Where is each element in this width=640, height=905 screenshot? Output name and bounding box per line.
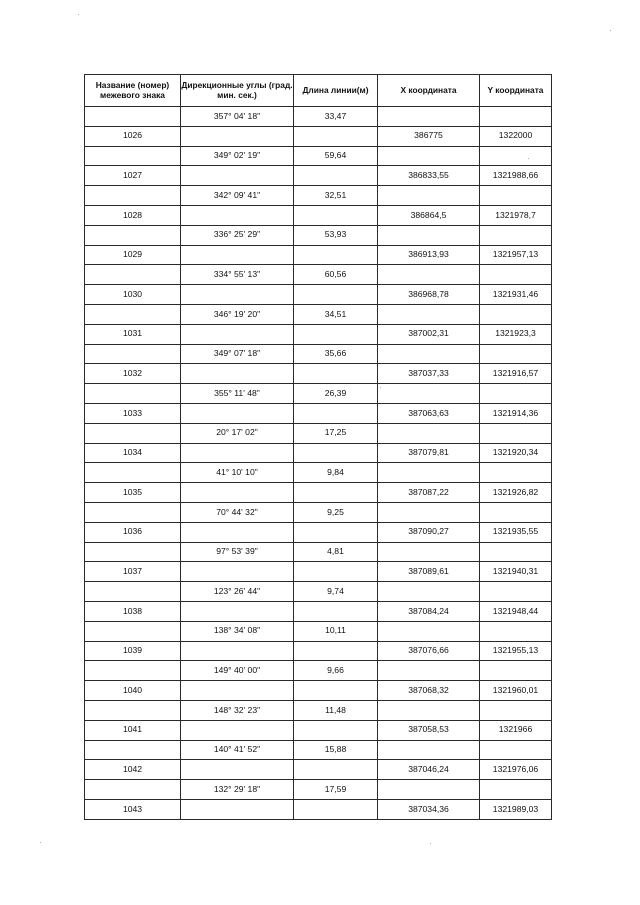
line-length-cell: 59,64 — [294, 146, 378, 166]
x-coordinate-cell — [378, 304, 480, 324]
y-coordinate-cell: 1321916,57 — [480, 364, 552, 384]
direction-angle-cell: 349° 02' 19" — [181, 146, 294, 166]
direction-angle-cell — [181, 403, 294, 423]
y-coordinate-cell: 1321988,66 — [480, 166, 552, 186]
point-name-cell — [85, 582, 181, 602]
point-name-cell: 1028 — [85, 205, 181, 225]
point-name-cell: 1027 — [85, 166, 181, 186]
direction-angle-cell: 148° 32' 23" — [181, 700, 294, 720]
line-length-cell: 10,11 — [294, 621, 378, 641]
point-name-cell — [85, 304, 181, 324]
table-row — [85, 780, 552, 800]
point-name-cell: 1040 — [85, 681, 181, 701]
table-row — [85, 344, 552, 364]
y-coordinate-cell — [480, 582, 552, 602]
table-row — [85, 384, 552, 404]
table-row — [85, 582, 552, 602]
table-row — [85, 245, 552, 265]
line-length-cell — [294, 601, 378, 621]
x-coordinate-cell — [378, 463, 480, 483]
line-length-cell — [294, 245, 378, 265]
point-name-cell: 1033 — [85, 403, 181, 423]
line-length-cell — [294, 364, 378, 384]
x-coordinate-cell: 387087,22 — [378, 483, 480, 503]
line-length-cell: 15,88 — [294, 740, 378, 760]
table-row — [85, 126, 552, 146]
direction-angle-cell: 70° 44' 32" — [181, 502, 294, 522]
line-length-cell — [294, 126, 378, 146]
direction-angle-cell: 149° 40' 00" — [181, 661, 294, 681]
point-name-cell: 1029 — [85, 245, 181, 265]
point-name-cell: 1039 — [85, 641, 181, 661]
direction-angle-cell: 334° 55' 13" — [181, 265, 294, 285]
y-coordinate-cell: 1321976,06 — [480, 760, 552, 780]
point-name-cell: 1032 — [85, 364, 181, 384]
point-name-cell: 1034 — [85, 443, 181, 463]
table-row — [85, 403, 552, 423]
point-name-cell — [85, 384, 181, 404]
point-name-cell: 1038 — [85, 601, 181, 621]
point-name-cell — [85, 423, 181, 443]
direction-angle-cell: 132° 29' 18" — [181, 780, 294, 800]
direction-angle-cell: 140° 41' 52" — [181, 740, 294, 760]
line-length-cell: 34,51 — [294, 304, 378, 324]
point-name-cell — [85, 740, 181, 760]
line-length-cell: 11,48 — [294, 700, 378, 720]
header-line-length: Длина линии(м) — [294, 75, 378, 107]
x-coordinate-cell: 387079,81 — [378, 443, 480, 463]
point-name-cell: 1031 — [85, 324, 181, 344]
table-row — [85, 720, 552, 740]
line-length-cell — [294, 681, 378, 701]
x-coordinate-cell: 387002,31 — [378, 324, 480, 344]
point-name-cell — [85, 186, 181, 206]
direction-angle-cell — [181, 562, 294, 582]
point-name-cell: 1037 — [85, 562, 181, 582]
point-name-cell — [85, 344, 181, 364]
table-row — [85, 166, 552, 186]
y-coordinate-cell: 1321923,3 — [480, 324, 552, 344]
table-row — [85, 463, 552, 483]
x-coordinate-cell: 387068,32 — [378, 681, 480, 701]
table-row — [85, 304, 552, 324]
line-length-cell: 32,51 — [294, 186, 378, 206]
line-length-cell: 9,25 — [294, 502, 378, 522]
y-coordinate-cell — [480, 384, 552, 404]
x-coordinate-cell — [378, 621, 480, 641]
x-coordinate-cell: 387084,24 — [378, 601, 480, 621]
line-length-cell — [294, 522, 378, 542]
x-coordinate-cell: 386913,93 — [378, 245, 480, 265]
line-length-cell — [294, 403, 378, 423]
x-coordinate-cell: 386864,5 — [378, 205, 480, 225]
direction-angle-cell — [181, 324, 294, 344]
table-row — [85, 423, 552, 443]
y-coordinate-cell — [480, 225, 552, 245]
line-length-cell: 9,74 — [294, 582, 378, 602]
direction-angle-cell — [181, 126, 294, 146]
direction-angle-cell — [181, 681, 294, 701]
direction-angle-cell — [181, 483, 294, 503]
line-length-cell — [294, 760, 378, 780]
scan-speck — [430, 843, 431, 844]
x-coordinate-cell — [378, 423, 480, 443]
y-coordinate-cell — [480, 502, 552, 522]
direction-angle-cell — [181, 443, 294, 463]
x-coordinate-cell — [378, 582, 480, 602]
x-coordinate-cell — [378, 661, 480, 681]
header-y-coordinate: Y координата — [480, 75, 552, 107]
y-coordinate-cell: 1321948,44 — [480, 601, 552, 621]
direction-angle-cell — [181, 522, 294, 542]
direction-angle-cell: 138° 34' 08" — [181, 621, 294, 641]
table-row — [85, 760, 552, 780]
table-row — [85, 205, 552, 225]
y-coordinate-cell — [480, 740, 552, 760]
coordinates-table — [84, 74, 552, 820]
y-coordinate-cell — [480, 146, 552, 166]
direction-angle-cell: 342° 09' 41" — [181, 186, 294, 206]
direction-angle-cell: 357° 04' 18" — [181, 107, 294, 127]
direction-angle-cell — [181, 245, 294, 265]
y-coordinate-cell: 1321960,01 — [480, 681, 552, 701]
x-coordinate-cell — [378, 740, 480, 760]
y-coordinate-cell — [480, 542, 552, 562]
line-length-cell: 60,56 — [294, 265, 378, 285]
line-length-cell: 26,39 — [294, 384, 378, 404]
point-name-cell — [85, 502, 181, 522]
y-coordinate-cell: 1321940,31 — [480, 562, 552, 582]
table-row — [85, 483, 552, 503]
line-length-cell: 33,47 — [294, 107, 378, 127]
point-name-cell: 1041 — [85, 720, 181, 740]
x-coordinate-cell — [378, 225, 480, 245]
direction-angle-cell: 97° 53' 39" — [181, 542, 294, 562]
direction-angle-cell — [181, 205, 294, 225]
y-coordinate-cell — [480, 661, 552, 681]
x-coordinate-cell: 387076,66 — [378, 641, 480, 661]
line-length-cell: 4,81 — [294, 542, 378, 562]
y-coordinate-cell: 1321966 — [480, 720, 552, 740]
table-row — [85, 285, 552, 305]
y-coordinate-cell: 1321955,13 — [480, 641, 552, 661]
point-name-cell: 1042 — [85, 760, 181, 780]
x-coordinate-cell: 386968,78 — [378, 285, 480, 305]
x-coordinate-cell: 386833,55 — [378, 166, 480, 186]
table-row — [85, 443, 552, 463]
direction-angle-cell: 41° 10' 10" — [181, 463, 294, 483]
y-coordinate-cell — [480, 700, 552, 720]
line-length-cell — [294, 285, 378, 305]
x-coordinate-cell: 386775 — [378, 126, 480, 146]
x-coordinate-cell: 387037,33 — [378, 364, 480, 384]
table-row — [85, 522, 552, 542]
y-coordinate-cell — [480, 265, 552, 285]
header-direction-angle: Дирекционные углы (град. мин. сек.) — [181, 75, 294, 107]
point-name-cell — [85, 621, 181, 641]
x-coordinate-cell: 387090,27 — [378, 522, 480, 542]
line-length-cell: 35,66 — [294, 344, 378, 364]
line-length-cell: 17,59 — [294, 780, 378, 800]
y-coordinate-cell — [480, 463, 552, 483]
line-length-cell — [294, 166, 378, 186]
x-coordinate-cell — [378, 344, 480, 364]
table-row — [85, 542, 552, 562]
y-coordinate-cell — [480, 107, 552, 127]
direction-angle-cell — [181, 364, 294, 384]
y-coordinate-cell: 1321978,7 — [480, 205, 552, 225]
x-coordinate-cell: 387063,63 — [378, 403, 480, 423]
line-length-cell — [294, 799, 378, 819]
point-name-cell — [85, 225, 181, 245]
point-name-cell — [85, 463, 181, 483]
y-coordinate-cell: 1321920,34 — [480, 443, 552, 463]
scan-speck — [78, 14, 79, 15]
header-row — [85, 75, 552, 107]
x-coordinate-cell — [378, 502, 480, 522]
direction-angle-cell — [181, 799, 294, 819]
table-row — [85, 601, 552, 621]
point-name-cell — [85, 107, 181, 127]
y-coordinate-cell: 1321931,46 — [480, 285, 552, 305]
direction-angle-cell: 123° 26' 44" — [181, 582, 294, 602]
table-row — [85, 146, 552, 166]
y-coordinate-cell — [480, 344, 552, 364]
direction-angle-cell: 346° 19' 20" — [181, 304, 294, 324]
point-name-cell — [85, 661, 181, 681]
table-row — [85, 225, 552, 245]
y-coordinate-cell — [480, 780, 552, 800]
point-name-cell — [85, 265, 181, 285]
line-length-cell: 17,25 — [294, 423, 378, 443]
table-row — [85, 324, 552, 344]
line-length-cell — [294, 443, 378, 463]
line-length-cell — [294, 562, 378, 582]
table-row — [85, 364, 552, 384]
x-coordinate-cell — [378, 186, 480, 206]
x-coordinate-cell — [378, 780, 480, 800]
y-coordinate-cell: 1321914,36 — [480, 403, 552, 423]
table-row — [85, 502, 552, 522]
point-name-cell: 1043 — [85, 799, 181, 819]
x-coordinate-cell — [378, 700, 480, 720]
direction-angle-cell: 336° 25' 29" — [181, 225, 294, 245]
x-coordinate-cell: 387089,61 — [378, 562, 480, 582]
point-name-cell: 1035 — [85, 483, 181, 503]
header-point-name: Название (номер) межевого знака — [85, 75, 181, 107]
scan-speck — [380, 387, 381, 388]
line-length-cell — [294, 324, 378, 344]
y-coordinate-cell: 1321957,13 — [480, 245, 552, 265]
line-length-cell: 53,93 — [294, 225, 378, 245]
y-coordinate-cell: 1321989,03 — [480, 799, 552, 819]
y-coordinate-cell: 1322000 — [480, 126, 552, 146]
direction-angle-cell — [181, 285, 294, 305]
line-length-cell: 9,66 — [294, 661, 378, 681]
table-header — [85, 75, 552, 107]
direction-angle-cell: 20° 17' 02" — [181, 423, 294, 443]
y-coordinate-cell: 1321926,82 — [480, 483, 552, 503]
point-name-cell: 1036 — [85, 522, 181, 542]
x-coordinate-cell: 387058,53 — [378, 720, 480, 740]
line-length-cell: 9,84 — [294, 463, 378, 483]
y-coordinate-cell — [480, 304, 552, 324]
table-row — [85, 740, 552, 760]
direction-angle-cell: 355° 11' 48" — [181, 384, 294, 404]
direction-angle-cell — [181, 601, 294, 621]
scan-speck — [528, 158, 529, 159]
scan-speck — [610, 30, 611, 31]
header-x-coordinate: X координата — [378, 75, 480, 107]
table-row — [85, 265, 552, 285]
table-row — [85, 107, 552, 127]
table-row — [85, 186, 552, 206]
x-coordinate-cell: 387034,36 — [378, 799, 480, 819]
scan-speck — [40, 842, 41, 843]
line-length-cell — [294, 641, 378, 661]
table-row — [85, 700, 552, 720]
x-coordinate-cell — [378, 542, 480, 562]
table-row — [85, 621, 552, 641]
x-coordinate-cell: 387046,24 — [378, 760, 480, 780]
y-coordinate-cell — [480, 423, 552, 443]
y-coordinate-cell — [480, 621, 552, 641]
direction-angle-cell — [181, 641, 294, 661]
line-length-cell — [294, 483, 378, 503]
x-coordinate-cell — [378, 384, 480, 404]
point-name-cell — [85, 700, 181, 720]
x-coordinate-cell — [378, 146, 480, 166]
y-coordinate-cell — [480, 186, 552, 206]
line-length-cell — [294, 720, 378, 740]
line-length-cell — [294, 205, 378, 225]
x-coordinate-cell — [378, 265, 480, 285]
direction-angle-cell — [181, 720, 294, 740]
point-name-cell — [85, 146, 181, 166]
table-row — [85, 681, 552, 701]
direction-angle-cell: 349° 07' 18" — [181, 344, 294, 364]
table-body — [85, 107, 552, 820]
point-name-cell: 1026 — [85, 126, 181, 146]
y-coordinate-cell: 1321935,55 — [480, 522, 552, 542]
table-row — [85, 641, 552, 661]
table-row — [85, 661, 552, 681]
point-name-cell — [85, 780, 181, 800]
table-row — [85, 799, 552, 819]
point-name-cell — [85, 542, 181, 562]
direction-angle-cell — [181, 166, 294, 186]
table-row — [85, 562, 552, 582]
x-coordinate-cell — [378, 107, 480, 127]
direction-angle-cell — [181, 760, 294, 780]
point-name-cell: 1030 — [85, 285, 181, 305]
